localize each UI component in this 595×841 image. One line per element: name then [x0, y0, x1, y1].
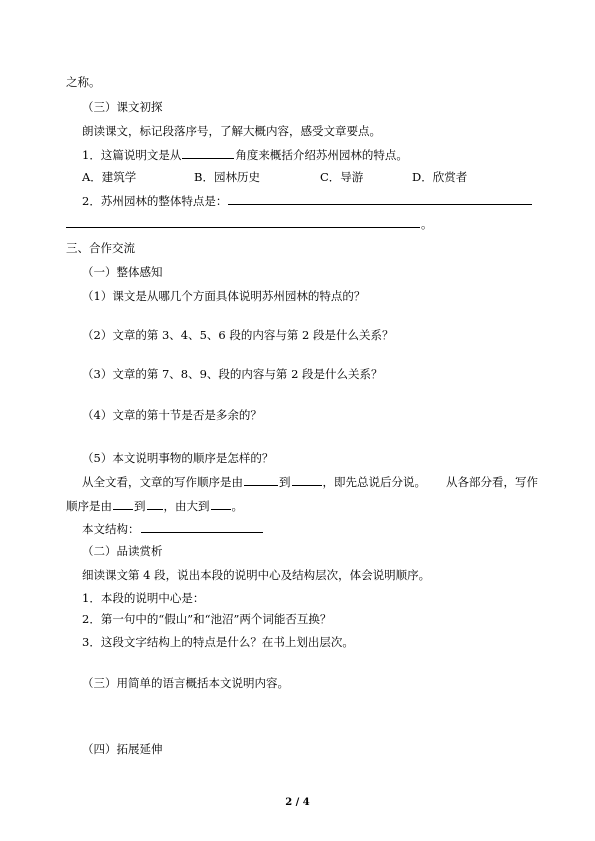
page-number: 2 / 4	[285, 797, 310, 808]
subsection-heading: （三）用简单的语言概括本文说明内容。	[82, 676, 289, 690]
question-1-end: 角度来概括介绍苏州园林的特点。	[235, 148, 408, 162]
option-d: D．欣赏者	[412, 170, 468, 184]
section-heading: （三）课文初探	[82, 100, 163, 114]
text-line: 之称。	[66, 75, 101, 89]
question-line: （3）文章的第 7、8、9、段的内容与第 2 段是什么关系？	[82, 367, 383, 381]
blank-line	[147, 508, 163, 510]
text-segment: 顺序是由	[66, 499, 112, 513]
text-line: 细读课文第 4 段，说出本段的说明中心及结构层次，体会说明顺序。	[82, 568, 431, 582]
order-line-1-right: 从各部分看，写作	[446, 475, 538, 489]
blank-line	[211, 508, 231, 510]
text-segment: 到	[279, 475, 291, 489]
text-segment: ，即先总说后分说。	[322, 475, 426, 489]
blank-line	[292, 484, 322, 486]
period: 。	[421, 217, 433, 231]
option-b: B．园林历史	[194, 170, 260, 184]
order-line-2	[66, 501, 243, 513]
text-segment: 从全文看，文章的写作顺序是由	[82, 475, 243, 489]
text-line: 3．这段文字结构上的特点是什么？在书上划出层次。	[82, 635, 354, 649]
text-line: 2．第一句中的“假山”和“池沼”两个词能否互换？	[82, 612, 332, 626]
blank-line	[66, 226, 420, 228]
question-1-start: 1．这篇说明文是从	[82, 148, 182, 162]
answer-line	[66, 219, 433, 231]
question-line: （2）文章的第 3、4、5、6 段的内容与第 2 段是什么关系？	[82, 328, 394, 342]
question-line: （1）课文是从哪几个方面具体说明苏州园林的特点的？	[82, 289, 366, 303]
question-2	[82, 196, 533, 208]
blank-line	[113, 508, 133, 510]
question-line: （5）本文说明事物的顺序是怎样的？	[82, 451, 274, 465]
text-line: 朗读课文，标记段落序号，了解大概内容，感受文章要点。	[82, 124, 381, 138]
subsection-heading: （一）整体感知	[82, 265, 163, 279]
blank-line	[182, 157, 234, 159]
section-heading: 三、合作交流	[66, 241, 135, 255]
text-segment: 。	[231, 499, 243, 513]
text-segment: 本文结构：	[82, 522, 140, 536]
question-1	[82, 150, 408, 162]
text-segment: 到	[134, 499, 146, 513]
question-2-text: 2．苏州园林的整体特点是：	[82, 194, 228, 208]
blank-line	[244, 484, 278, 486]
order-line-1	[82, 477, 426, 489]
text-segment: ，由大到	[163, 499, 210, 513]
text-line: 1．本段的说明中心是：	[82, 591, 205, 605]
option-c: C．导游	[320, 170, 364, 184]
blank-line	[141, 531, 263, 533]
subsection-heading: （二）品读赏析	[82, 544, 163, 558]
question-line: （4）文章的第十节是否是多余的？	[82, 408, 262, 422]
structure-line	[82, 524, 264, 536]
blank-line	[228, 203, 532, 205]
option-a: A．建筑学	[82, 170, 137, 184]
subsection-heading: （四）拓展延伸	[82, 742, 163, 756]
